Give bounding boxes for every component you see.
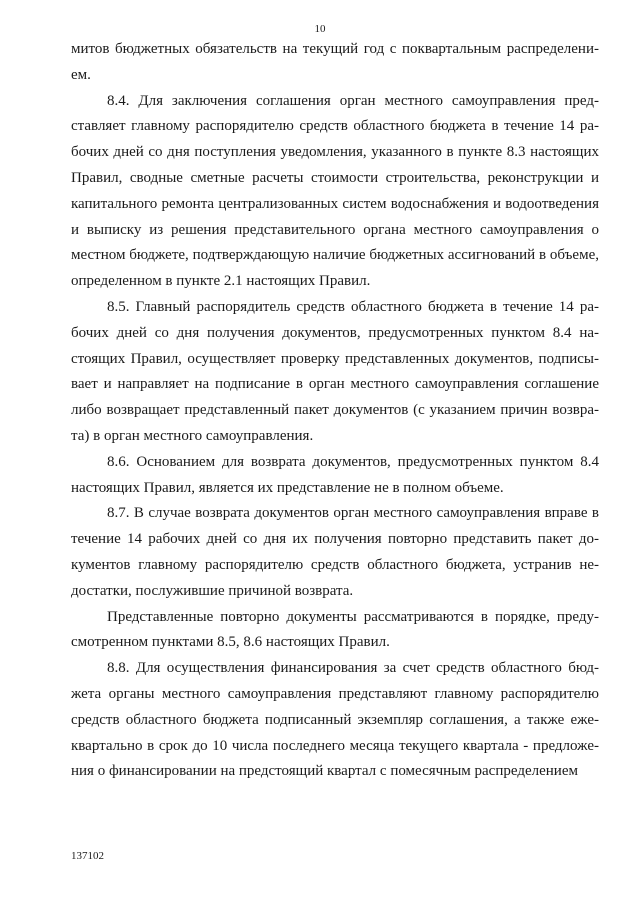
paragraph-8-4: 8.4. Для заключения соглашения орган местного самоуправления представляет главному распорядителю средств областного бюджета в течение 14 рабочих дней со дня поступления уведомления, указанного в пункте 8.3 настоящих Правил, сводные сметные расчеты стоимости строительства, реконструкции и капитального ремонта централизованных систем водоснабжения и водоотведения и выписку из решения представительного органа местного самоуправления о местном бюджете, подтверждающую наличие бюджетных ассигнований в объеме, определенном в пункте 2.1 настоящих Правил. [71,92,599,290]
paragraph-8-5: 8.5. Главный распорядитель средств областного бюджета в течение 14 рабочих дней со дня получения документов, предусмотренных пунктом 8.4 настоящих Правил, осуществляет проверку представленных документов, подписывает и направляет на подписание в орган местного самоуправления соглашение либо возвращает представленный пакет документов (с указанием причин возврата) в орган местного самоуправления. [71,298,599,444]
paragraph-8-7-resubmission: Представленные повторно документы рассматриваются в порядке, предусмотренном пунктами 8.5, 8.6 настоящих Правил. [71,608,599,651]
page-number: 10 [314,23,326,35]
paragraph-8-8: 8.8. Для осуществления финансирования за счет средств областного бюджета органы местного самоуправления представляют главному распорядителю средств областного бюджета подписанный экземпляр соглашения, а также ежеквартально в срок до 10 числа последнего месяца текущего квартала - предложения о финансировании на предстоящий квартал с помесячным распределением [71,660,599,780]
paragraph-8-7: 8.7. В случае возврата документов орган местного самоуправления вправе в течение 14 рабочих дней со дня их получения повторно представить пакет документов главному распорядителю средств областного бюджета, устранив недостатки, послужившие причиной возврата. [71,505,599,599]
paragraph-continuation: митов бюджетных обязательств на текущий год с поквартальным распределением. [71,41,599,83]
paragraph-8-6: 8.6. Основанием для возврата документов, предусмотренных пунктом 8.4 настоящих Правил, является их представление не в полном объеме. [71,453,599,496]
document-code: 137102 [71,850,104,862]
document-body [71,37,599,785]
